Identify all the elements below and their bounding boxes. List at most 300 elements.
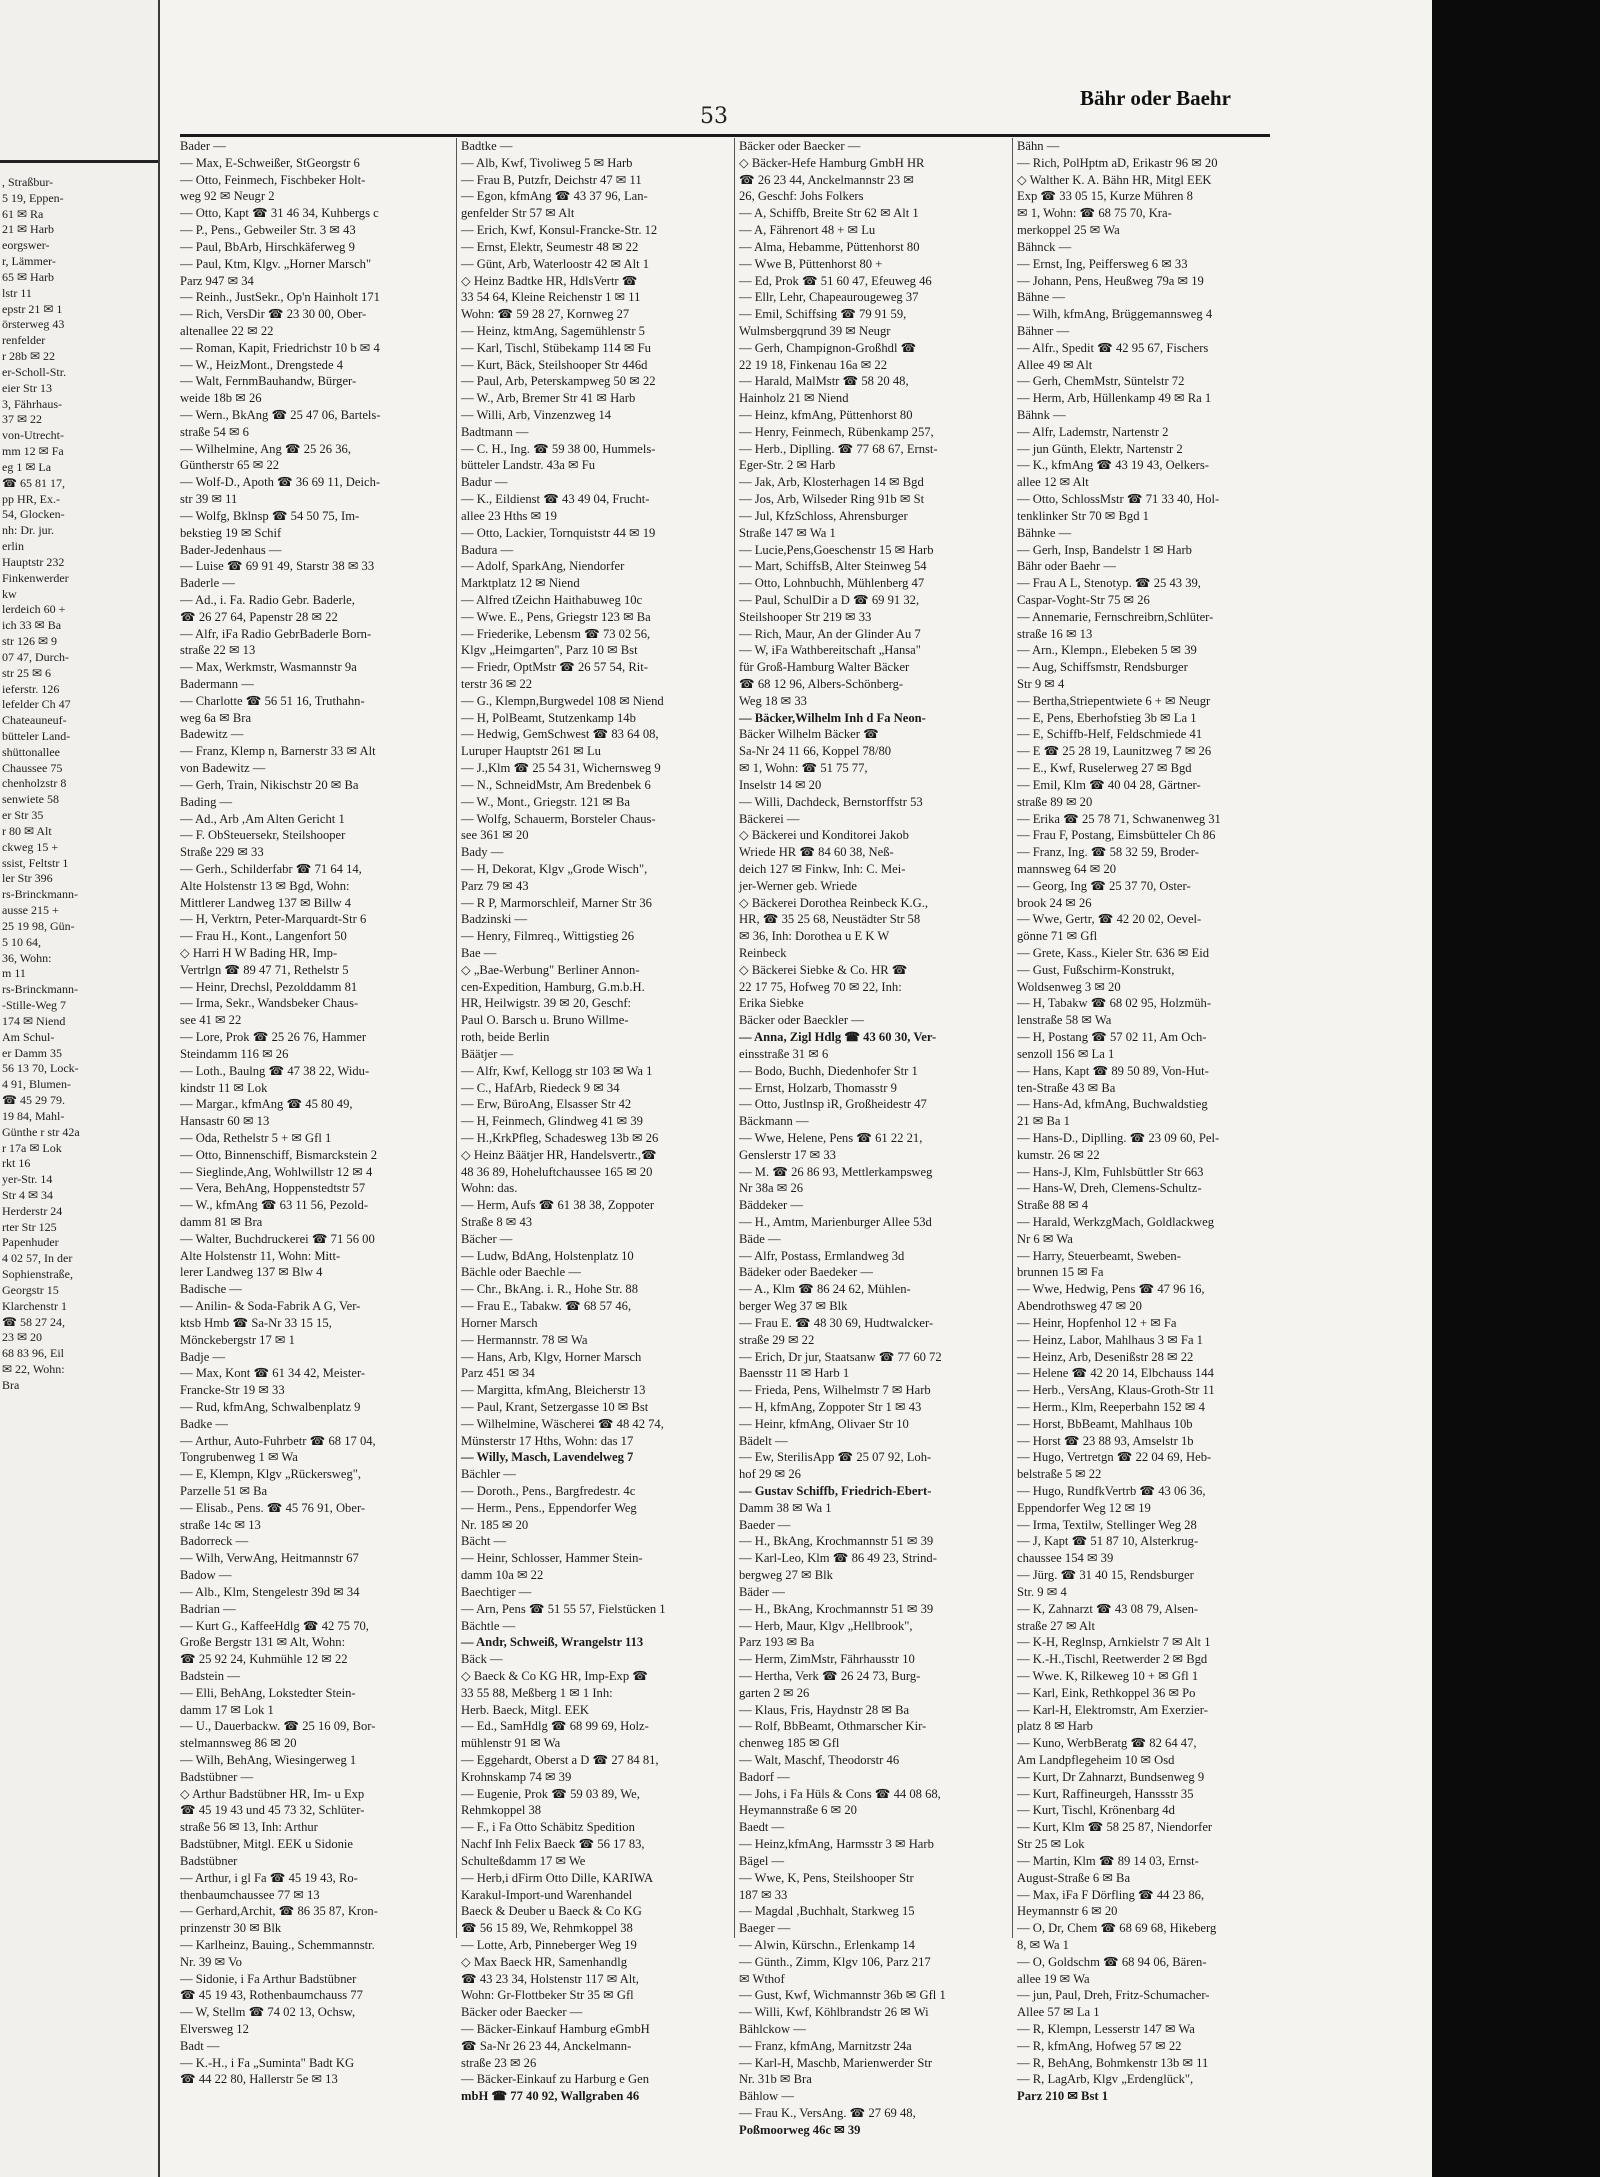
- directory-entry-line: Wohn: Gr-Flottbeker Str 35 ✉ Gfl: [461, 1988, 634, 2003]
- directory-entry-line: — K, Zahnarzt ☎ 43 08 79, Alsen-: [1017, 1601, 1199, 1616]
- directory-entry-line: ☎ 68 12 96, Albers-Schönberg-: [739, 677, 904, 691]
- previous-page-fragment: 23 ✉ 20: [2, 1330, 43, 1345]
- previous-page-fragment: shüttonallee: [2, 744, 60, 759]
- directory-entry-line: berger Weg 37 ✉ Blk: [739, 1299, 848, 1314]
- directory-entry-line: Bädelt —: [739, 1433, 788, 1448]
- directory-entry-line: Bäder —: [739, 1584, 785, 1599]
- directory-entry-line: Vertrlgn ☎ 89 47 71, Rethelstr 5: [180, 962, 349, 977]
- directory-entry-line: Bädeker oder Baedeker —: [739, 1265, 873, 1280]
- directory-entry-line: — Kuno, WerbBeratg ☎ 82 64 47,: [1017, 1736, 1197, 1751]
- directory-entry-line: — Ed, Prok ☎ 51 60 47, Efeuweg 46: [739, 273, 932, 288]
- directory-entry-line: Badke —: [180, 1416, 228, 1431]
- directory-entry-line: — Hertha, Verk ☎ 26 24 73, Burg-: [739, 1668, 921, 1683]
- directory-entry-line: — Sidonie, i Fa Arthur Badstübner: [180, 1971, 357, 1986]
- directory-entry-line: Bäcker oder Baecker —: [461, 2005, 583, 2020]
- directory-entry-line: mannsweg 64 ✉ 20: [1017, 861, 1117, 876]
- directory-entry-line: — G., Klempn,Burgwedel 108 ✉ Niend: [461, 693, 664, 708]
- directory-entry-line: Bady —: [461, 845, 504, 860]
- directory-entry-line: — Wern., BkAng ☎ 25 47 06, Bartels-: [180, 408, 381, 422]
- previous-page-fragment: 37 ✉ 22: [2, 412, 43, 427]
- directory-entry-line: ☎ 26 27 64, Papenstr 28 ✉ 22: [180, 609, 338, 624]
- previous-page-fragment: 68 83 96, Eil: [2, 1346, 64, 1361]
- directory-entry-line: — Karl-Leo, Klm ☎ 86 49 23, Strind-: [739, 1551, 937, 1566]
- previous-page-fragment: ssist, Feltstr 1: [2, 855, 69, 870]
- directory-entry-line: — Johann, Pens, Heußweg 79a ✉ 19: [1017, 273, 1204, 288]
- directory-entry-line: — Annemarie, Fernschreibrn,Schlüter-: [1017, 609, 1214, 624]
- directory-entry-line: Krohnskamp 74 ✉ 39: [461, 1769, 572, 1784]
- directory-entry-line: ☎ Sa-Nr 26 23 44, Anckelmann-: [461, 2038, 632, 2053]
- directory-entry-line: Bähnke —: [1017, 525, 1072, 540]
- directory-entry-line: — Herb., VersAng, Klaus-Groth-Str 11: [1017, 1383, 1215, 1398]
- previous-page-fragment: chenholzstr 8: [2, 776, 67, 791]
- directory-entry-line: — Alfr., Spedit ☎ 42 95 67, Fischers: [1017, 340, 1209, 355]
- directory-entry-line: — Wwe. K, Rilkeweg 10 + ✉ Gfl 1: [1017, 1668, 1199, 1683]
- previous-page-fragment: m 11: [2, 966, 26, 981]
- previous-page-fragment: Sophienstraße,: [2, 1267, 73, 1282]
- directory-entry-line: — Wwe, Helene, Pens ☎ 61 22 21,: [739, 1130, 923, 1145]
- previous-page-fragment: 5 19, Eppen-: [2, 190, 64, 205]
- previous-page-fragment: er Damm 35: [2, 1045, 62, 1060]
- directory-entry-line: — Wwe, K, Pens, Steilshooper Str: [739, 1870, 914, 1885]
- directory-entry-line: Francke-Str 19 ✉ 33: [180, 1383, 285, 1398]
- previous-page-fragment: 4 02 57, In der: [2, 1251, 73, 1266]
- directory-entry-line: 48 36 89, Hoheluftchaussee 165 ✉ 20: [461, 1164, 653, 1179]
- directory-entry-line: — Lotte, Arb, Pinneberger Weg 19: [461, 1937, 637, 1952]
- previous-page-fragment: 36, Wohn:: [2, 950, 52, 965]
- directory-entry-line: Straße 88 ✉ 4: [1017, 1198, 1089, 1213]
- directory-entry-line: — E ☎ 25 28 19, Launitzweg 7 ✉ 26: [1017, 744, 1212, 759]
- directory-entry-line: Bählckow —: [739, 2022, 806, 2036]
- directory-entry-line: terstr 36 ✉ 22: [461, 677, 533, 691]
- previous-page-fragment: renfelder: [2, 333, 46, 348]
- directory-entry-line: — Gerhard,Archit, ☎ 86 35 87, Kron-: [180, 1904, 378, 1919]
- directory-entry-line: — Otto, Lohnbuchh, Mühlenberg 47: [739, 576, 925, 591]
- directory-entry-line: — Helene ☎ 42 20 14, Elbchauss 144: [1017, 1366, 1214, 1381]
- directory-entry-line: — Loth., Baulng ☎ 47 38 22, Widu-: [180, 1063, 370, 1078]
- directory-entry-line: Alte Holstenstr 11, Wohn: Mitt-: [180, 1248, 341, 1263]
- directory-entry-line: — Friederike, Lebensm ☎ 73 02 56,: [461, 626, 651, 641]
- directory-entry-line: — W, Stellm ☎ 74 02 13, Ochsw,: [180, 2005, 356, 2020]
- previous-page-fragment: 19 84, Mahl-: [2, 1108, 65, 1123]
- directory-entry-line: Bae —: [461, 946, 497, 960]
- directory-entry-line: für Groß-Hamburg Walter Bäcker: [739, 660, 910, 675]
- directory-entry-line: kindstr 11 ✉ Lok: [180, 1080, 268, 1095]
- directory-entry-line: — F., i Fa Otto Schäbitz Spedition: [461, 1820, 635, 1835]
- previous-page-text: [0, 175, 158, 1394]
- directory-entry-line: ✉ 36, Inh: Dorothea u E K W: [739, 929, 890, 944]
- directory-entry-line: — Otto, Kapt ☎ 31 46 34, Kuhbergs c: [180, 206, 379, 221]
- previous-page-fragment: ☎ 65 81 17,: [2, 475, 65, 490]
- previous-page-fragment: örsterweg 43: [2, 317, 65, 332]
- directory-entry-line: chaussee 154 ✉ 39: [1017, 1551, 1114, 1566]
- directory-entry-line: 26, Geschf: Johs Folkers: [739, 189, 864, 204]
- directory-entry-line: bekstieg 19 ✉ Schif: [180, 525, 282, 540]
- directory-entry-line: Bäde —: [739, 1231, 781, 1246]
- directory-entry-line: — Franz, kfmAng, Marnitzstr 24a: [739, 2038, 912, 2053]
- directory-entry-line: — H., BkAng, Krochmannstr 51 ✉ 39: [739, 1534, 934, 1549]
- directory-entry-line: Parz 79 ✉ 43: [461, 878, 529, 893]
- previous-page-fragment: eier Str 13: [2, 380, 52, 395]
- directory-entry-line: kumstr. 26 ✉ 22: [1017, 1147, 1100, 1162]
- directory-entry-line: allee 12 ✉ Alt: [1017, 475, 1089, 490]
- directory-column-4: [1012, 138, 1285, 2104]
- directory-entry-line: gönne 71 ✉ Gfl: [1017, 929, 1098, 944]
- directory-entry-line: Bäcker oder Baeckler —: [739, 1013, 864, 1028]
- directory-entry-line: straße 22 ✉ 13: [180, 643, 256, 658]
- previous-page-fragment: 25 19 98, Gün-: [2, 918, 75, 933]
- directory-entry-line: — Grete, Kass., Kieler Str. 636 ✉ Eid: [1017, 946, 1210, 960]
- directory-entry-line: — Rolf, BbBeamt, Othmarscher Kir-: [739, 1719, 927, 1734]
- directory-entry-line: — Willi, Kwf, Köhlbrandstr 26 ✉ Wi: [739, 2005, 929, 2020]
- previous-page-fragment: r 17a ✉ Lok: [2, 1140, 62, 1155]
- directory-entry-line: Badur —: [461, 475, 508, 490]
- directory-entry-line: — R, LagArb, Klgv „Erdenglück",: [1017, 2072, 1194, 2087]
- directory-entry-line: — Herb, Maur, Klgv „Hellbrook",: [739, 1618, 913, 1633]
- directory-entry-line: Caspar-Voght-Str 75 ✉ 26: [1017, 592, 1150, 607]
- previous-page-header-rule: [0, 0, 158, 163]
- directory-entry-line: Badstein —: [180, 1668, 240, 1683]
- directory-entry-line: weide 18b ✉ 26: [180, 391, 262, 406]
- directory-entry-line: — Franz, Ing. ☎ 58 32 59, Broder-: [1017, 845, 1199, 860]
- directory-entry-line: Heymannstraße 6 ✉ 20: [739, 1803, 857, 1818]
- directory-entry-line: — H, PolBeamt, Stutzenkamp 14b: [461, 710, 636, 725]
- directory-entry-line: Luruper Hauptstr 261 ✉ Lu: [461, 744, 601, 759]
- directory-entry-line: brook 24 ✉ 26: [1017, 895, 1092, 910]
- directory-entry-line: — Max, Werkmstr, Wasmannstr 9a: [180, 660, 357, 675]
- directory-entry-line: HR, Heilwigstr. 39 ✉ 20, Geschf:: [461, 996, 632, 1011]
- directory-entry-line: Nachf Inh Felix Baeck ☎ 56 17 83,: [461, 1837, 645, 1852]
- directory-entry-line: — Lore, Prok ☎ 25 26 76, Hammer: [180, 1030, 367, 1045]
- directory-entry-line: cen-Expedition, Hamburg, G.m.b.H.: [461, 979, 645, 994]
- directory-column-1: [180, 138, 448, 2087]
- directory-entry-line: ☎ 43 23 34, Holstenstr 117 ✉ Alt,: [461, 1971, 639, 1986]
- directory-entry-line: — Gerh, Insp, Bandelstr 1 ✉ Harb: [1017, 542, 1192, 557]
- directory-entry-line: Nr. 185 ✉ 20: [461, 1517, 529, 1532]
- previous-page-fragment: bütteler Land-: [2, 728, 71, 743]
- previous-page-fragment: rkt 16: [2, 1156, 31, 1171]
- directory-entry-line: — Martin, Klm ☎ 89 14 03, Ernst-: [1017, 1853, 1199, 1868]
- directory-entry-line: see 41 ✉ 22: [180, 1013, 242, 1028]
- directory-entry-line: straße 16 ✉ 13: [1017, 626, 1093, 641]
- directory-entry-line: roth, beide Berlin: [461, 1030, 550, 1045]
- previous-page-fragment: rs-Brinckmann-: [2, 982, 78, 997]
- directory-entry-line: — Hans-J, Klm, Fuhlsbüttler Str 663: [1017, 1164, 1204, 1179]
- directory-entry-line: — Anna, Zigl Hdlg ☎ 43 60 30, Ver-: [739, 1030, 937, 1045]
- directory-entry-line: — Elli, BehAng, Lokstedter Stein-: [180, 1685, 356, 1700]
- directory-entry-line: Bader —: [180, 139, 226, 153]
- directory-entry-line: — Hermannstr. 78 ✉ Wa: [461, 1332, 588, 1347]
- directory-entry-line: — Walt, Maschf, Theodorstr 46: [739, 1753, 900, 1767]
- directory-entry-line: ◇ Max Baeck HR, Samenhandlg: [461, 1954, 628, 1969]
- directory-entry-line: — Hans-W, Dreh, Clemens-Schultz-: [1017, 1181, 1202, 1196]
- directory-entry-line: — Wilh, BehAng, Wiesingerweg 1: [180, 1753, 357, 1767]
- directory-entry-line: — Otto, Justlnsp iR, Großheidestr 47: [739, 1097, 927, 1112]
- directory-entry-line: jer-Werner geb. Wriede: [739, 878, 857, 893]
- directory-entry-line: Badstübner, Mitgl. EEK u Sidonie: [180, 1837, 353, 1852]
- directory-entry-line: ktsb Hmb ☎ Sa-Nr 33 15 15,: [180, 1315, 332, 1330]
- directory-entry-line: ☎ 26 23 44, Anckelmannstr 23 ✉: [739, 172, 914, 187]
- directory-entry-line: — Jos, Arb, Wilseder Ring 91b ✉ St: [739, 492, 925, 507]
- directory-entry-line: — Mart, SchiffsB, Alter Steinweg 54: [739, 559, 927, 574]
- directory-entry-line: — Alb., Klm, Stengelestr 39d ✉ 34: [180, 1584, 360, 1599]
- previous-page-fragment: senwiete 58: [2, 792, 59, 807]
- directory-entry-line: — Hugo, RundfkVertrb ☎ 43 06 36,: [1017, 1484, 1206, 1498]
- previous-page-fragment: Günthe r str 42a: [2, 1124, 80, 1139]
- directory-entry-line: — Lucie,Pens,Goeschenstr 15 ✉ Harb: [739, 542, 934, 557]
- directory-entry-line: 33 54 64, Kleine Reichenstr 1 ✉ 11: [461, 290, 641, 305]
- directory-entry-line: 22 17 75, Hofweg 70 ✉ 22, Inh:: [739, 979, 902, 994]
- directory-entry-line: straße 27 ✉ Alt: [1017, 1618, 1096, 1633]
- directory-entry-line: bütteler Landstr. 43a ✉ Fu: [461, 458, 596, 473]
- directory-entry-line: — Wilh, VerwAng, Heitmannstr 67: [180, 1551, 359, 1566]
- directory-entry-line: ☎ 25 92 24, Kuhmühle 12 ✉ 22: [180, 1652, 348, 1667]
- previous-page-fragment: 65 ✉ Harb: [2, 269, 55, 284]
- directory-entry-line: — Gust, Kwf, Wichmannstr 36b ✉ Gfl 1: [739, 1988, 946, 2003]
- previous-page-fragment: Str 4 ✉ 34: [2, 1188, 54, 1202]
- directory-entry-line: Mittlerer Landweg 137 ✉ Billw 4: [180, 895, 352, 910]
- directory-entry-line: — Gerh, ChemMstr, Süntelstr 72: [1017, 374, 1185, 389]
- directory-entry-line: — E, Schiffb-Helf, Feldschmiede 41: [1017, 727, 1203, 742]
- directory-entry-line: — C. H., Ing. ☎ 59 38 00, Hummels-: [461, 441, 656, 456]
- directory-entry-line: — Horst ☎ 23 88 93, Amselstr 1b: [1017, 1433, 1194, 1448]
- directory-entry-line: — Oda, Rethelstr 5 + ✉ Gfl 1: [180, 1130, 332, 1145]
- directory-entry-line: Am Landpflegeheim 10 ✉ Osd: [1017, 1753, 1175, 1767]
- directory-entry-line: Bäckmann —: [739, 1114, 809, 1129]
- directory-entry-line: Str 25 ✉ Lok: [1017, 1837, 1085, 1852]
- directory-entry-line: — E., Kwf, Ruselerweg 27 ✉ Bgd: [1017, 761, 1192, 776]
- directory-entry-line: Bading —: [180, 794, 233, 809]
- directory-entry-line: Parz 947 ✉ 34: [180, 273, 254, 288]
- directory-entry-line: — Frieda, Pens, Wilhelmstr 7 ✉ Harb: [739, 1383, 931, 1398]
- directory-entry-line: Eppendorfer Weg 12 ✉ 19: [1017, 1500, 1151, 1515]
- directory-entry-line: damm 17 ✉ Lok 1: [180, 1702, 274, 1717]
- directory-entry-line: — Heinz, Arb, Desenißstr 28 ✉ 22: [1017, 1349, 1194, 1364]
- directory-entry-line: — Luise ☎ 69 91 49, Starstr 38 ✉ 33: [180, 559, 375, 574]
- directory-entry-line: Badewitz —: [180, 727, 244, 742]
- directory-entry-line: Baeck & Deuber u Baeck & Co KG: [461, 1904, 642, 1919]
- directory-entry-line: ◇ Bäckerei und Konditorei Jakob: [739, 828, 909, 843]
- directory-entry-line: — Erika ☎ 25 78 71, Schwanenweg 31: [1017, 811, 1221, 826]
- directory-entry-line: von Badewitz —: [180, 761, 266, 776]
- directory-entry-line: Badura —: [461, 542, 514, 557]
- directory-entry-line: Bähn —: [1017, 139, 1060, 153]
- directory-entry-line: — Johs, i Fa Hüls & Cons ☎ 44 08 68,: [739, 1786, 941, 1801]
- directory-entry-line: Erika Siebke: [739, 996, 804, 1011]
- directory-entry-line: ◇ Arthur Badstübner HR, Im- u Exp: [180, 1786, 365, 1801]
- directory-entry-line: — Heinr, kfmAng, Olivaer Str 10: [739, 1416, 909, 1431]
- previous-page-fragment: -Stille-Weg 7: [2, 998, 67, 1013]
- previous-page-fragment: ausse 215 +: [2, 903, 59, 918]
- previous-page-fragment: Finkenwerder: [2, 570, 69, 585]
- previous-page-fragment: ckweg 15 +: [2, 839, 59, 854]
- directory-entry-line: — Herb,i dFirm Otto Dille, KARIWA: [461, 1870, 654, 1885]
- directory-entry-line: — Franz, Klemp n, Barnerstr 33 ✉ Alt: [180, 744, 376, 759]
- previous-page-fragment: str 126 ✉ 9: [2, 634, 58, 649]
- directory-entry-line: — Rud, kfmAng, Schwalbenplatz 9: [180, 1399, 361, 1414]
- previous-page-fragment: 56 13 70, Lock-: [2, 1061, 79, 1076]
- previous-page-fragment: ерstr 21 ✉ 1: [2, 301, 63, 316]
- directory-entry-line: deich 127 ✉ Finkw, Inh: C. Mei-: [739, 861, 906, 876]
- directory-entry-line: — Erich, Kwf, Konsul-Francke-Str. 12: [461, 223, 658, 238]
- page-number: 53: [700, 104, 728, 129]
- directory-entry-line: see 361 ✉ 20: [461, 828, 529, 843]
- directory-entry-line: — Gustav Schiffb, Friedrich-Ebert-: [739, 1484, 932, 1498]
- directory-entry-line: ◇ Bäcker-Hefe Hamburg GmbH HR: [739, 155, 925, 170]
- directory-entry-line: — Bäcker-Einkauf Hamburg eGmbH: [461, 2022, 650, 2036]
- previous-page-fragment: Bra: [2, 1377, 20, 1392]
- directory-entry-line: 33 55 88, Meßberg 1 ✉ 1 Inh:: [461, 1685, 613, 1700]
- directory-entry-line: — Doroth., Pens., Bargfredestr. 4c: [461, 1484, 636, 1498]
- directory-entry-line: Straße 147 ✉ Wa 1: [739, 525, 836, 540]
- directory-entry-line: — A., Klm ☎ 86 24 62, Mühlen-: [739, 1282, 911, 1297]
- directory-entry-line: Badtke —: [461, 139, 513, 153]
- directory-entry-line: 21 ✉ Ba 1: [1017, 1114, 1070, 1129]
- directory-entry-line: — Frau F, Postang, Eimsbütteler Ch 86: [1017, 828, 1216, 843]
- directory-entry-line: Bächer —: [461, 1231, 513, 1246]
- directory-entry-line: Straße 8 ✉ 43: [461, 1215, 533, 1229]
- directory-entry-line: — Hugo, Vertretgn ☎ 22 04 69, Heb-: [1017, 1450, 1212, 1465]
- directory-entry-line: bergweg 27 ✉ Blk: [739, 1568, 833, 1583]
- directory-entry-line: Nr. 31b ✉ Bra: [739, 2072, 812, 2087]
- directory-entry-line: Str 9 ✉ 4: [1017, 677, 1065, 691]
- directory-entry-line: — Magdal ,Buchhalt, Starkweg 15: [739, 1904, 915, 1919]
- directory-entry-line: Bägel —: [739, 1853, 785, 1868]
- directory-entry-line: — Kurt, Raffineurgeh, Hanssstr 35: [1017, 1786, 1194, 1801]
- directory-entry-line: — Karl-H, Maschb, Marienwerder Str: [739, 2055, 933, 2070]
- previous-page-fragment: mm 12 ✉ Fa: [2, 444, 64, 459]
- directory-entry-line: Steilshooper Str 219 ✉ 33: [739, 609, 872, 624]
- directory-entry-line: Baeder —: [739, 1517, 791, 1532]
- directory-entry-line: — H, Postang ☎ 57 02 11, Am Och-: [1017, 1030, 1207, 1045]
- previous-page-fragment: ler Str 396: [2, 871, 53, 886]
- directory-entry-line: — Hans-D., Diplling. ☎ 23 09 60, Pel-: [1017, 1130, 1220, 1145]
- directory-entry-line: — Wwe. E., Pens, Griegstr 123 ✉ Ba: [461, 609, 651, 624]
- directory-entry-line: Badrian —: [180, 1601, 236, 1616]
- directory-entry-line: Parz 193 ✉ Ba: [739, 1635, 815, 1650]
- running-head: Bähr oder Baehr: [1080, 86, 1231, 110]
- directory-entry-line: — Otto, Feinmech, Fischbeker Holt-: [180, 172, 366, 187]
- directory-entry-line: — Horst, BbBeamt, Mahlhaus 10b: [1017, 1416, 1193, 1431]
- directory-entry-line: Bähnck —: [1017, 239, 1072, 254]
- directory-entry-line: — Jul, KfzSchloss, Ahrensburger: [739, 508, 908, 523]
- directory-entry-line: Badow —: [180, 1568, 232, 1583]
- directory-entry-line: — Max, iFa F Dörfling ☎ 44 23 86,: [1017, 1887, 1205, 1902]
- directory-entry-line: Baensstr 11 ✉ Harb 1: [739, 1366, 850, 1381]
- previous-page-fragment: Herderstr 24: [2, 1203, 63, 1218]
- directory-entry-line: Badje —: [180, 1349, 226, 1364]
- scan-background: [1432, 0, 1600, 2177]
- previous-page-fragment: er-Scholl-Str.: [2, 364, 67, 379]
- previous-page-fragment: erlin: [2, 539, 24, 554]
- directory-entry-line: — K.-H.,Tischl, Reetwerder 2 ✉ Bgd: [1017, 1652, 1208, 1667]
- directory-entry-line: Badtmann —: [461, 424, 529, 439]
- directory-entry-line: — Wwe, Hedwig, Pens ☎ 47 96 16,: [1017, 1282, 1205, 1297]
- directory-entry-line: Str. 9 ✉ 4: [1017, 1584, 1067, 1599]
- directory-entry-line: — Kurt G., KaffeeHdlg ☎ 42 75 70,: [180, 1618, 369, 1633]
- directory-entry-line: Horner Marsch: [461, 1315, 538, 1330]
- directory-entry-line: — Hans, Kapt ☎ 89 50 89, Von-Hut-: [1017, 1063, 1209, 1078]
- directory-entry-line: Badzinski —: [461, 912, 528, 927]
- directory-entry-line: — Alfr, Postass, Ermlandweg 3d: [739, 1248, 905, 1263]
- directory-entry-line: — Herm., Pens., Eppendorfer Weg: [461, 1500, 637, 1515]
- directory-entry-line: — Paul, Ktm, Klgv. „Horner Marsch": [180, 256, 372, 271]
- previous-page-fragment: er Str 35: [2, 808, 44, 823]
- directory-entry-line: — Bodo, Buchh, Diedenhofer Str 1: [739, 1063, 918, 1078]
- directory-entry-line: Bäckerei —: [739, 811, 800, 826]
- directory-entry-line: HR, ☎ 35 25 68, Neustädter Str 58: [739, 912, 921, 927]
- directory-entry-line: Bähne —: [1017, 290, 1065, 305]
- previous-page-fragment: 5 10 64,: [2, 934, 41, 949]
- previous-page-fragment: Papenhuder: [2, 1235, 59, 1250]
- directory-entry-line: — O, Goldschm ☎ 68 94 06, Bären-: [1017, 1954, 1207, 1969]
- directory-entry-line: platz 8 ✉ Harb: [1017, 1719, 1093, 1734]
- directory-entry-line: — Walt, FernmBauhandw, Bürger-: [180, 374, 357, 389]
- directory-entry-line: Baedt —: [739, 1820, 785, 1835]
- directory-entry-line: Abendrothsweg 47 ✉ 20: [1017, 1299, 1142, 1314]
- directory-entry-line: — Günt, Arb, Waterloostr 42 ✉ Alt 1: [461, 256, 650, 271]
- directory-entry-line: August-Straße 6 ✉ Ba: [1017, 1870, 1131, 1885]
- directory-entry-line: — Eggehardt, Oberst a D ☎ 27 84 81,: [461, 1753, 659, 1767]
- directory-entry-line: Nr. 39 ✉ Vo: [180, 1954, 242, 1969]
- directory-entry-line: — Henry, Feinmech, Rübenkamp 257,: [739, 424, 934, 439]
- directory-entry-line: — Ernst, Holzarb, Thomasstr 9: [739, 1080, 897, 1095]
- previous-page-fragment: ☎ 45 29 79.: [2, 1093, 65, 1108]
- directory-entry-line: ☎ 44 22 80, Hallerstr 5e ✉ 13: [180, 2072, 338, 2087]
- directory-entry-line: ◇ Bäckerei Dorothea Reinbeck K.G.,: [739, 895, 929, 910]
- directory-entry-line: — Frau A L, Stenotyp. ☎ 25 43 39,: [1017, 576, 1201, 591]
- previous-page-fragment: , Straßbur-: [2, 175, 54, 189]
- directory-entry-line: lenstraße 58 ✉ Wa: [1017, 1013, 1112, 1028]
- directory-entry-line: — Wilh, kfmAng, Brüggemannsweg 4: [1017, 307, 1213, 322]
- previous-page-fragment: ☎ 58 27 24,: [2, 1314, 65, 1329]
- directory-entry-line: — H, Dekorat, Klgv „Grode Wisch",: [461, 861, 648, 876]
- directory-entry-line: — Friedr, OptMstr ☎ 26 57 54, Rit-: [461, 660, 648, 675]
- directory-entry-line: — Paul, Arb, Peterskampweg 50 ✉ 22: [461, 374, 656, 389]
- directory-entry-line: — Ew, SterilisApp ☎ 25 07 92, Loh-: [739, 1450, 932, 1465]
- directory-entry-line: — Alb, Kwf, Tivoliweg 5 ✉ Harb: [461, 155, 633, 170]
- directory-entry-line: chenweg 185 ✉ Gfl: [739, 1736, 840, 1751]
- directory-entry-line: — Alma, Hebamme, Püttenhorst 80: [739, 239, 920, 254]
- directory-entry-line: — Andr, Schweiß, Wrangelstr 113: [461, 1635, 644, 1650]
- previous-page-fragment: Am Schul-: [2, 1029, 55, 1044]
- directory-entry-line: — Karl, Eink, Rethkoppel 36 ✉ Po: [1017, 1685, 1196, 1700]
- directory-entry-line: belstraße 5 ✉ 22: [1017, 1467, 1102, 1482]
- directory-entry-line: Bäcker oder Baecker —: [739, 139, 861, 153]
- directory-entry-line: — Irma, Sekr., Wandsbeker Chaus-: [180, 996, 359, 1011]
- directory-entry-line: Parz 210 ✉ Bst 1: [1017, 2089, 1108, 2104]
- directory-entry-line: straße 23 ✉ 26: [461, 2055, 537, 2070]
- directory-entry-line: Allee 49 ✉ Alt: [1017, 357, 1093, 372]
- directory-entry-line: — Kurt, Dr Zahnarzt, Bundsenweg 9: [1017, 1769, 1205, 1784]
- directory-entry-line: — P., Pens., Gebweiler Str. 3 ✉ 43: [180, 223, 356, 238]
- directory-entry-line: — K-H, Reglnsp, Arnkielstr 7 ✉ Alt 1: [1017, 1635, 1211, 1650]
- directory-entry-line: — Bäcker,Wilhelm Inh d Fa Neon-: [739, 710, 926, 725]
- directory-entry-line: merkoppel 25 ✉ Wa: [1017, 223, 1120, 238]
- directory-entry-line: Eger-Str. 2 ✉ Harb: [739, 458, 836, 473]
- directory-entry-line: — W., Arb, Bremer Str 41 ✉ Harb: [461, 391, 636, 406]
- directory-entry-line: — Otto, Binnenschiff, Bismarckstein 2: [180, 1147, 378, 1162]
- directory-entry-line: ✉ Wthof: [739, 1971, 785, 1986]
- directory-entry-line: — Chr., BkAng. i. R., Hohe Str. 88: [461, 1282, 639, 1297]
- directory-entry-line: Bähnk —: [1017, 408, 1066, 422]
- directory-entry-line: — M. ☎ 26 86 93, Mettlerkampsweg: [739, 1164, 933, 1179]
- directory-entry-line: — Rich, Maur, An der Glinder Au 7: [739, 626, 921, 641]
- directory-entry-line: — Ad., i. Fa. Radio Gebr. Baderle,: [180, 592, 355, 607]
- directory-entry-line: — Paul, SchulDir a D ☎ 69 91 32,: [739, 592, 920, 607]
- directory-entry-line: — Rich, VersDir ☎ 23 30 00, Ober-: [180, 307, 367, 322]
- directory-entry-line: Alte Holstenstr 13 ✉ Bgd, Wohn:: [180, 878, 350, 893]
- directory-entry-line: senzoll 156 ✉ La 1: [1017, 1046, 1115, 1061]
